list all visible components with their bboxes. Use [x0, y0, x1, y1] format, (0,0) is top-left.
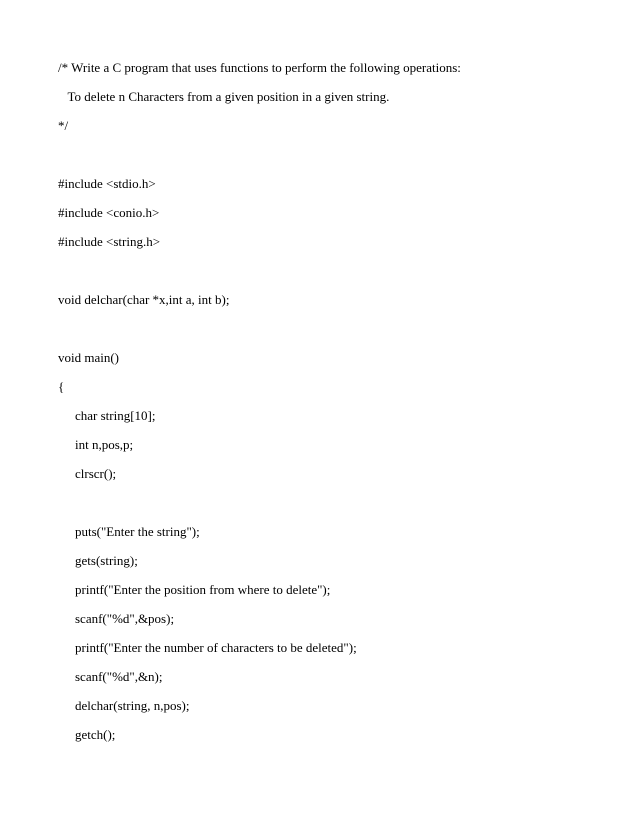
code-line: char string[10];	[75, 408, 156, 423]
code-line: printf("Enter the number of characters to be deleted");	[75, 640, 357, 655]
code-line: clrscr();	[75, 466, 117, 481]
open-brace: {	[58, 379, 65, 394]
comment-line-2: To delete n Characters from a given position in a given string.	[58, 89, 390, 104]
comment-line-3: */	[58, 118, 69, 133]
code-line: printf("Enter the position from where to delete");	[75, 582, 331, 597]
function-prototype: void delchar(char *x,int a, int b);	[58, 292, 230, 307]
include-conio: #include <conio.h>	[58, 205, 160, 220]
code-line: delchar(string, n,pos);	[75, 698, 190, 713]
comment-line-1: /* Write a C program that uses functions to perform the following operations:	[58, 60, 461, 75]
code-line: int n,pos,p;	[75, 437, 134, 452]
code-line: scanf("%d",&pos);	[75, 611, 175, 626]
code-line: gets(string);	[75, 553, 138, 568]
main-signature: void main()	[58, 350, 120, 365]
code-line: getch();	[75, 727, 116, 742]
code-line: scanf("%d",&n);	[75, 669, 163, 684]
code-line: puts("Enter the string");	[75, 524, 200, 539]
include-string: #include <string.h>	[58, 234, 161, 249]
include-stdio: #include <stdio.h>	[58, 176, 156, 191]
